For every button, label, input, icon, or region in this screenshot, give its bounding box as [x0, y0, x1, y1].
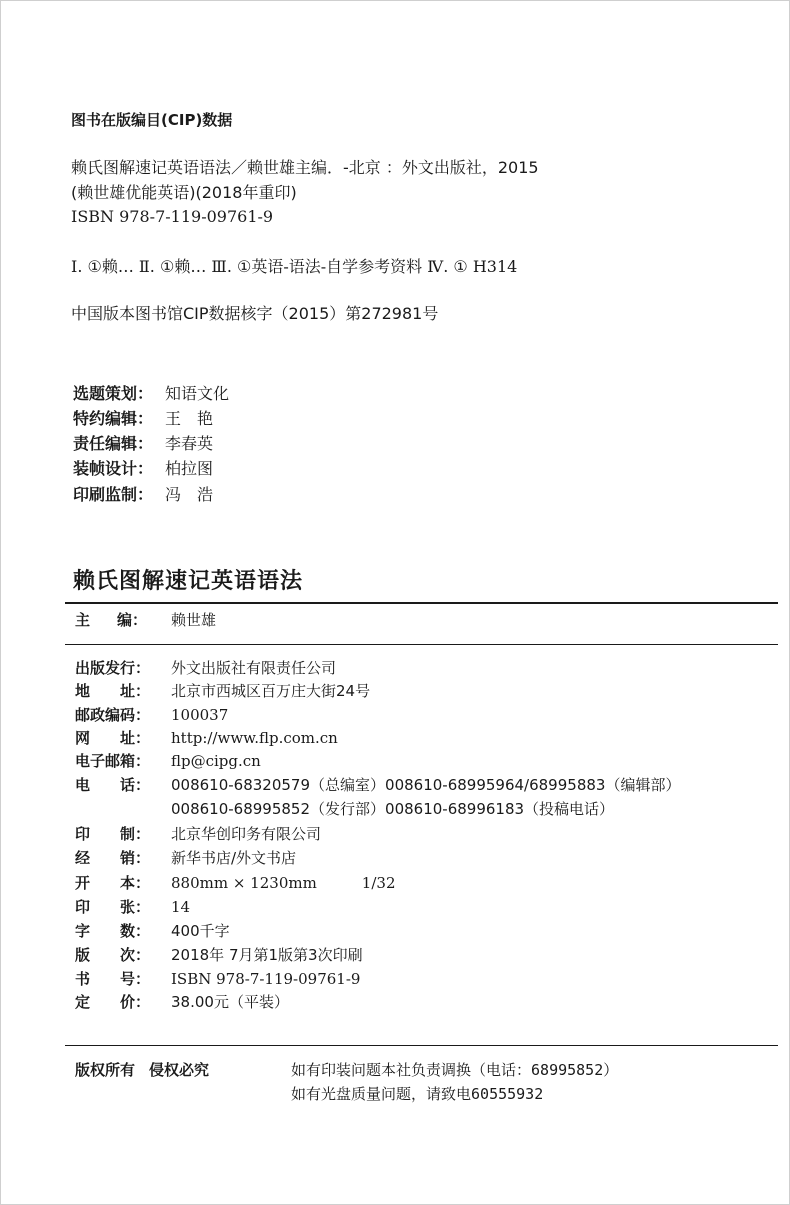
staff-row	[73, 407, 213, 431]
info-label: 字 数：	[75, 922, 151, 940]
info-row	[75, 944, 363, 967]
info-value: 14	[171, 898, 191, 916]
title-rule	[65, 602, 778, 604]
misprint-notice: 如有印装问题本社负责调换（电话：68995852）	[291, 1061, 619, 1079]
info-label: 开 本：	[75, 874, 151, 892]
info-row	[75, 727, 338, 750]
info-label: 网 址：	[75, 729, 151, 747]
info-value: flp@cipg.cn	[171, 752, 261, 770]
cip-approval-number: 中国版本图书馆CIP数据核字（2015）第272981号	[71, 304, 439, 323]
info-row	[75, 750, 261, 773]
info-row	[75, 774, 680, 797]
info-label: 地 址：	[75, 682, 151, 700]
staff-label: 选题策划：	[73, 384, 154, 403]
info-label: 定 价：	[75, 993, 151, 1011]
info-value: 北京华创印务有限公司	[171, 825, 322, 843]
info-row	[75, 872, 396, 895]
info-row	[75, 680, 370, 703]
cip-line-series: (赖世雄优能英语)(2018年重印)	[71, 183, 297, 202]
staff-row	[73, 382, 229, 406]
staff-label: 印刷监制：	[73, 485, 154, 504]
staff-value: 知语文化	[165, 384, 230, 403]
disc-notice: 如有光盘质量问题，请致电60555932	[291, 1085, 544, 1103]
info-row	[75, 896, 190, 919]
info-value: 008610-68320579（总编室）008610-68995964/68995883（编辑部）	[171, 776, 681, 794]
info-label: 书 号：	[75, 970, 151, 988]
staff-row	[73, 457, 213, 481]
info-value: ISBN 978-7-119-09761-9	[171, 970, 361, 988]
info-row	[75, 657, 336, 680]
staff-label: 特约编辑：	[73, 409, 154, 428]
cip-line-title: 赖氏图解速记英语语法／赖世雄主编．-北京 ：外文出版社，2015	[71, 158, 539, 177]
footer-rule	[65, 1045, 778, 1046]
staff-row	[73, 432, 213, 456]
staff-value: 冯 浩	[165, 485, 214, 504]
info-value: 38.00元（平装）	[171, 993, 289, 1011]
staff-label: 责任编辑：	[73, 434, 154, 453]
book-title: 赖氏图解速记英语语法	[73, 569, 304, 594]
cip-isbn: ISBN 978-7-119-09761-9	[71, 207, 274, 226]
info-label: 印 张：	[75, 898, 151, 916]
info-value: 400千字	[171, 922, 230, 940]
cip-heading: 图书在版编目(CIP)数据	[71, 111, 233, 129]
info-value: 2018年 7月第1版第3次印刷	[171, 946, 363, 964]
info-value: http://www.flp.com.cn	[171, 729, 338, 747]
info-label: 经 销：	[75, 849, 151, 867]
staff-value: 李春英	[165, 434, 214, 453]
info-value: 新华书店/外文书店	[171, 849, 297, 867]
info-value: 880mm × 1230mm 1/32	[171, 874, 396, 892]
editor-label: 主 编：	[75, 611, 147, 629]
info-value: 008610-68995852（发行部）008610-68996183（投稿电话）	[171, 800, 615, 818]
rights-reserved: 版权所有	[75, 1061, 136, 1079]
info-label: 印 制：	[75, 825, 151, 843]
info-label: 出版发行：	[75, 659, 151, 677]
piracy-notice: 侵权必究	[149, 1061, 210, 1079]
staff-value: 王 艳	[165, 409, 214, 428]
editor-row	[75, 609, 216, 632]
info-label: 邮政编码：	[75, 706, 151, 724]
editor-value: 赖世雄	[171, 611, 217, 629]
staff-row	[73, 483, 213, 507]
info-value: 100037	[171, 706, 229, 724]
cip-classification: Ⅰ. ①赖… Ⅱ. ①赖… Ⅲ. ①英语-语法-自学参考资料 Ⅳ. ① H314	[71, 257, 518, 276]
info-row	[75, 798, 614, 821]
editor-rule	[65, 644, 778, 645]
info-label: 电 话：	[75, 776, 151, 794]
info-row	[75, 704, 228, 727]
staff-label: 装帧设计：	[73, 459, 154, 478]
info-value: 北京市西城区百万庄大街24号	[171, 682, 371, 700]
info-label: 电子邮箱：	[75, 752, 151, 770]
info-label: 版 次：	[75, 946, 151, 964]
info-row	[75, 823, 321, 846]
info-row	[75, 847, 296, 870]
staff-value: 柏拉图	[165, 459, 214, 478]
info-row	[75, 920, 230, 943]
rights-notice	[75, 1059, 209, 1081]
info-row	[75, 968, 360, 991]
info-row	[75, 991, 289, 1014]
info-value: 外文出版社有限责任公司	[171, 659, 337, 677]
